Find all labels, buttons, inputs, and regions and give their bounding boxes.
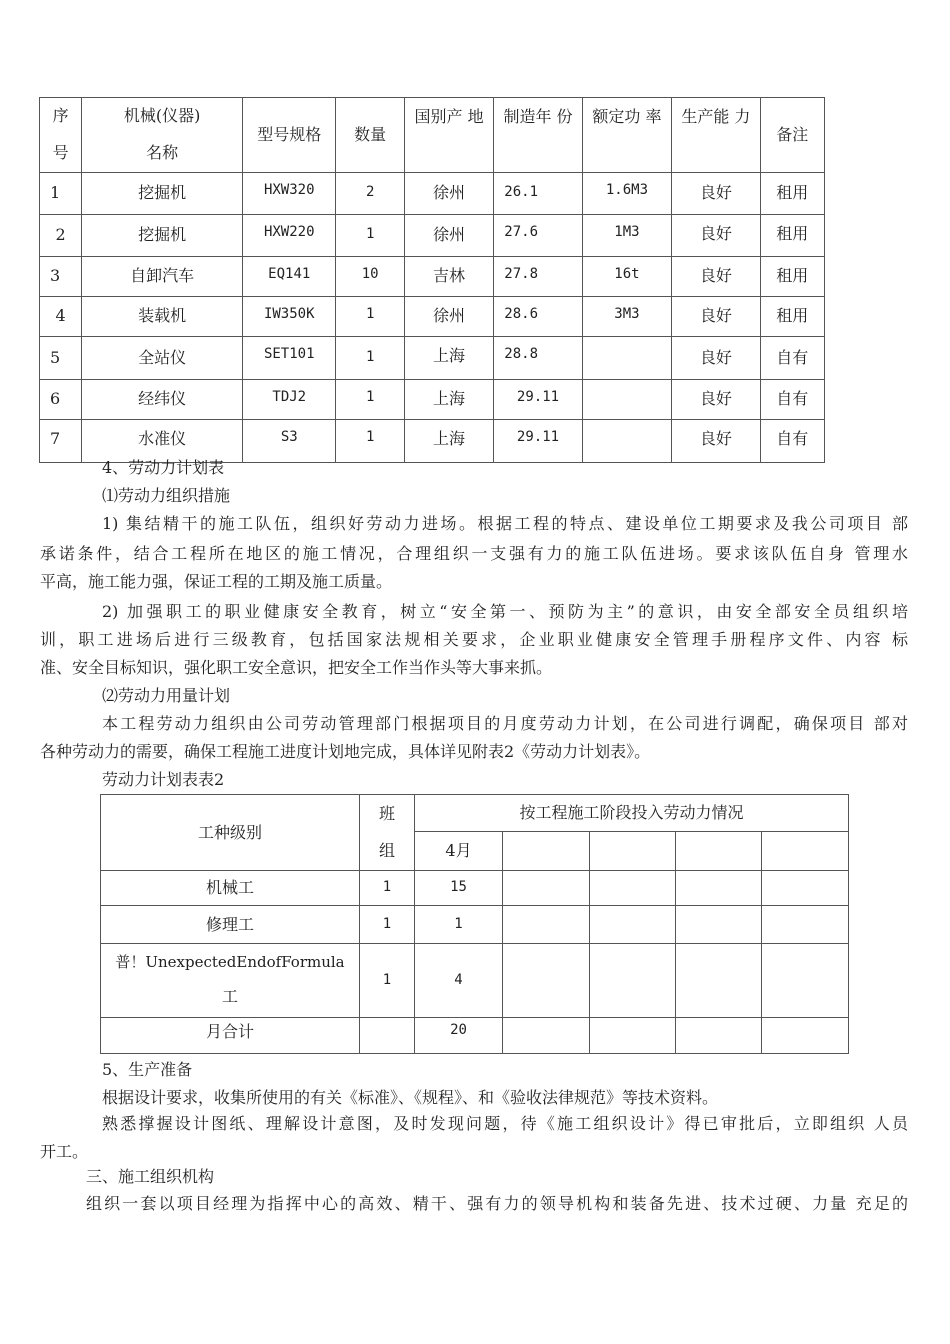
cell-name: 挖掘机 [82, 172, 243, 214]
header-name: 机械(仪器) 名称 [82, 98, 243, 173]
cell-qty: 1 [336, 336, 404, 379]
header-month-empty [590, 832, 676, 871]
cell-capacity: 良好 [672, 336, 760, 379]
cell-type: 普！UnexpectedEndofFormula 工 [101, 944, 360, 1018]
cell-empty [676, 944, 762, 1018]
cell-empty [503, 871, 590, 906]
cell-team: 1 [360, 906, 415, 944]
cell-power: 1M3 [582, 214, 671, 256]
header-month-empty [503, 832, 590, 871]
cell-empty [590, 871, 676, 906]
cell-name: 自卸汽车 [82, 256, 243, 296]
cell-power [582, 419, 671, 462]
cell-model: HXW220 [243, 214, 336, 256]
paragraph-line: 准、安全目标知识，强化职工安全意识，把安全工作当作头等大事来抓。 [40, 658, 553, 677]
table-row [101, 944, 849, 1018]
cell-qty: 1 [336, 379, 404, 419]
cell-empty [503, 944, 590, 1018]
cell-year: 26.1 [494, 172, 582, 214]
cell-type: 修理工 [101, 906, 360, 944]
cell-name: 水准仪 [82, 419, 243, 462]
cell-remark: 自有 [760, 379, 824, 419]
header-month-empty [676, 832, 762, 871]
header-month-apr: 4月 [415, 832, 503, 871]
cell-seq: 6 [40, 379, 82, 419]
table-row [40, 336, 825, 379]
cell-empty [676, 871, 762, 906]
header-stage: 按工程施工阶段投入劳动力情况 [415, 795, 849, 832]
cell-capacity: 良好 [672, 419, 760, 462]
table-row [40, 172, 825, 214]
cell-name: 全站仪 [82, 336, 243, 379]
cell-empty [503, 1018, 590, 1054]
cell-model: IW350K [243, 296, 336, 336]
cell-year: 28.6 [494, 296, 582, 336]
cell-capacity: 良好 [672, 296, 760, 336]
cell-power: 1.6M3 [582, 172, 671, 214]
cell-model: TDJ2 [243, 379, 336, 419]
cell-qty: 1 [336, 214, 404, 256]
cell-year: 28.8 [494, 336, 582, 379]
paragraph-line: 2) 加强职工的职业健康安全教育，树立“安全第一、预防为主”的意识，由安全部安全员组织培 [102, 602, 908, 621]
cell-type: 机械工 [101, 871, 360, 906]
cell-year: 27.8 [494, 256, 582, 296]
cell-power [582, 336, 671, 379]
cell-name: 装载机 [82, 296, 243, 336]
cell-qty: 1 [336, 419, 404, 462]
header-type: 工种级别 [101, 795, 360, 871]
section-3-title: 三、施工组织机构 [86, 1167, 215, 1186]
section-4-sub1: ⑴劳动力组织措施 [102, 486, 231, 505]
cell-seq: 3 [40, 256, 82, 296]
cell-team: 1 [360, 944, 415, 1018]
table-row [40, 214, 825, 256]
cell-origin: 上海 [404, 336, 493, 379]
header-model: 型号规格 [243, 98, 336, 173]
cell-year: 29.11 [494, 419, 582, 462]
header-seq: 序号 [40, 98, 82, 173]
header-year: 制造年 份 [494, 98, 582, 173]
cell-qty: 10 [336, 256, 404, 296]
cell-empty [590, 906, 676, 944]
cell-power [582, 379, 671, 419]
cell-total-label: 月合计 [101, 1018, 360, 1054]
header-team: 班 组 [360, 795, 415, 871]
cell-team: 1 [360, 871, 415, 906]
cell-qty: 2 [336, 172, 404, 214]
paragraph-line: 熟悉撑握设计图纸、理解设计意图，及时发现问题，待《施工组织设计》得已审批后，立即组织 人员 [102, 1114, 908, 1133]
cell-power: 16t [582, 256, 671, 296]
cell-capacity: 良好 [672, 214, 760, 256]
cell-capacity: 良好 [672, 379, 760, 419]
cell-remark: 自有 [760, 419, 824, 462]
cell-model: EQ141 [243, 256, 336, 296]
cell-capacity: 良好 [672, 172, 760, 214]
paragraph-line: 根据设计要求，收集所使用的有关《标准》、《规程》、和《验收法律规范》等技术资料。 [102, 1088, 719, 1107]
cell-remark: 租用 [760, 172, 824, 214]
cell-apr: 4 [415, 944, 503, 1018]
cell-seq: 1 [40, 172, 82, 214]
section-5-title: 5、生产准备 [102, 1060, 193, 1079]
cell-origin: 上海 [404, 419, 493, 462]
cell-empty [762, 1018, 849, 1054]
paragraph-line: 开工。 [40, 1142, 89, 1161]
cell-capacity: 良好 [672, 256, 760, 296]
header-power: 额定功 率 [582, 98, 671, 173]
cell-model: S3 [243, 419, 336, 462]
cell-power: 3M3 [582, 296, 671, 336]
cell-empty [676, 906, 762, 944]
cell-remark: 租用 [760, 296, 824, 336]
labor-table [100, 794, 849, 1054]
table-caption: 劳动力计划表表2 [102, 770, 225, 789]
cell-empty [503, 906, 590, 944]
header-capacity: 生产能 力 [672, 98, 760, 173]
header-remark: 备注 [760, 98, 824, 173]
cell-origin: 吉林 [404, 256, 493, 296]
paragraph-line: 承诺条件，结合工程所在地区的施工情况，合理组织一支强有力的施工队伍进场。要求该队伍自身 管理水 [40, 544, 908, 563]
cell-remark: 自有 [760, 336, 824, 379]
table-row [40, 296, 825, 336]
table-row [101, 906, 849, 944]
table-row [40, 379, 825, 419]
cell-empty [762, 871, 849, 906]
paragraph-line: 组织一套以项目经理为指挥中心的高效、精干、强有力的领导机构和装备先进、技术过硬、力量 充足的 [86, 1194, 908, 1213]
equipment-header-row [40, 98, 825, 173]
cell-seq: 4 [40, 296, 82, 336]
paragraph-line: 本工程劳动力组织由公司劳动管理部门根据项目的月度劳动力计划，在公司进行调配，确保项目 部对 [102, 714, 908, 733]
table-row-total [101, 1018, 849, 1054]
cell-year: 27.6 [494, 214, 582, 256]
cell-seq: 2 [40, 214, 82, 256]
cell-model: HXW320 [243, 172, 336, 214]
cell-model: SET101 [243, 336, 336, 379]
labor-header-row-1 [101, 795, 849, 832]
cell-remark: 租用 [760, 256, 824, 296]
cell-seq: 7 [40, 419, 82, 462]
paragraph-line: 训，职工进场后进行三级教育，包括国家法规相关要求，企业职业健康安全管理手册程序文件、内容 标 [40, 630, 908, 649]
cell-empty [762, 906, 849, 944]
cell-empty [762, 944, 849, 1018]
table-row [40, 256, 825, 296]
cell-origin: 上海 [404, 379, 493, 419]
cell-qty: 1 [336, 296, 404, 336]
cell-year: 29.11 [494, 379, 582, 419]
cell-empty [590, 944, 676, 1018]
cell-name: 挖掘机 [82, 214, 243, 256]
paragraph-line: 各种劳动力的需要，确保工程施工进度计划地完成，具体详见附表2《劳动力计划表》。 [40, 742, 651, 761]
cell-origin: 徐州 [404, 214, 493, 256]
section-4-title: 4、劳动力计划表 [102, 458, 225, 477]
cell-apr: 15 [415, 871, 503, 906]
cell-origin: 徐州 [404, 172, 493, 214]
cell-empty [590, 1018, 676, 1054]
cell-total-apr: 20 [415, 1018, 503, 1054]
equipment-table [39, 97, 825, 463]
paragraph-line: 1) 集结精干的施工队伍，组织好劳动力进场。根据工程的特点、建设单位工期要求及我公司项目 部 [102, 514, 908, 533]
paragraph-line: 平高，施工能力强，保证工程的工期及施工质量。 [40, 572, 393, 591]
header-origin: 国别产 地 [404, 98, 493, 173]
cell-total-team [360, 1018, 415, 1054]
cell-seq: 5 [40, 336, 82, 379]
header-qty: 数量 [336, 98, 404, 173]
header-month-empty [762, 832, 849, 871]
section-4-sub2: ⑵劳动力用量计划 [102, 686, 231, 705]
cell-apr: 1 [415, 906, 503, 944]
cell-origin: 徐州 [404, 296, 493, 336]
cell-remark: 租用 [760, 214, 824, 256]
table-row [101, 871, 849, 906]
cell-empty [676, 1018, 762, 1054]
cell-name: 经纬仪 [82, 379, 243, 419]
